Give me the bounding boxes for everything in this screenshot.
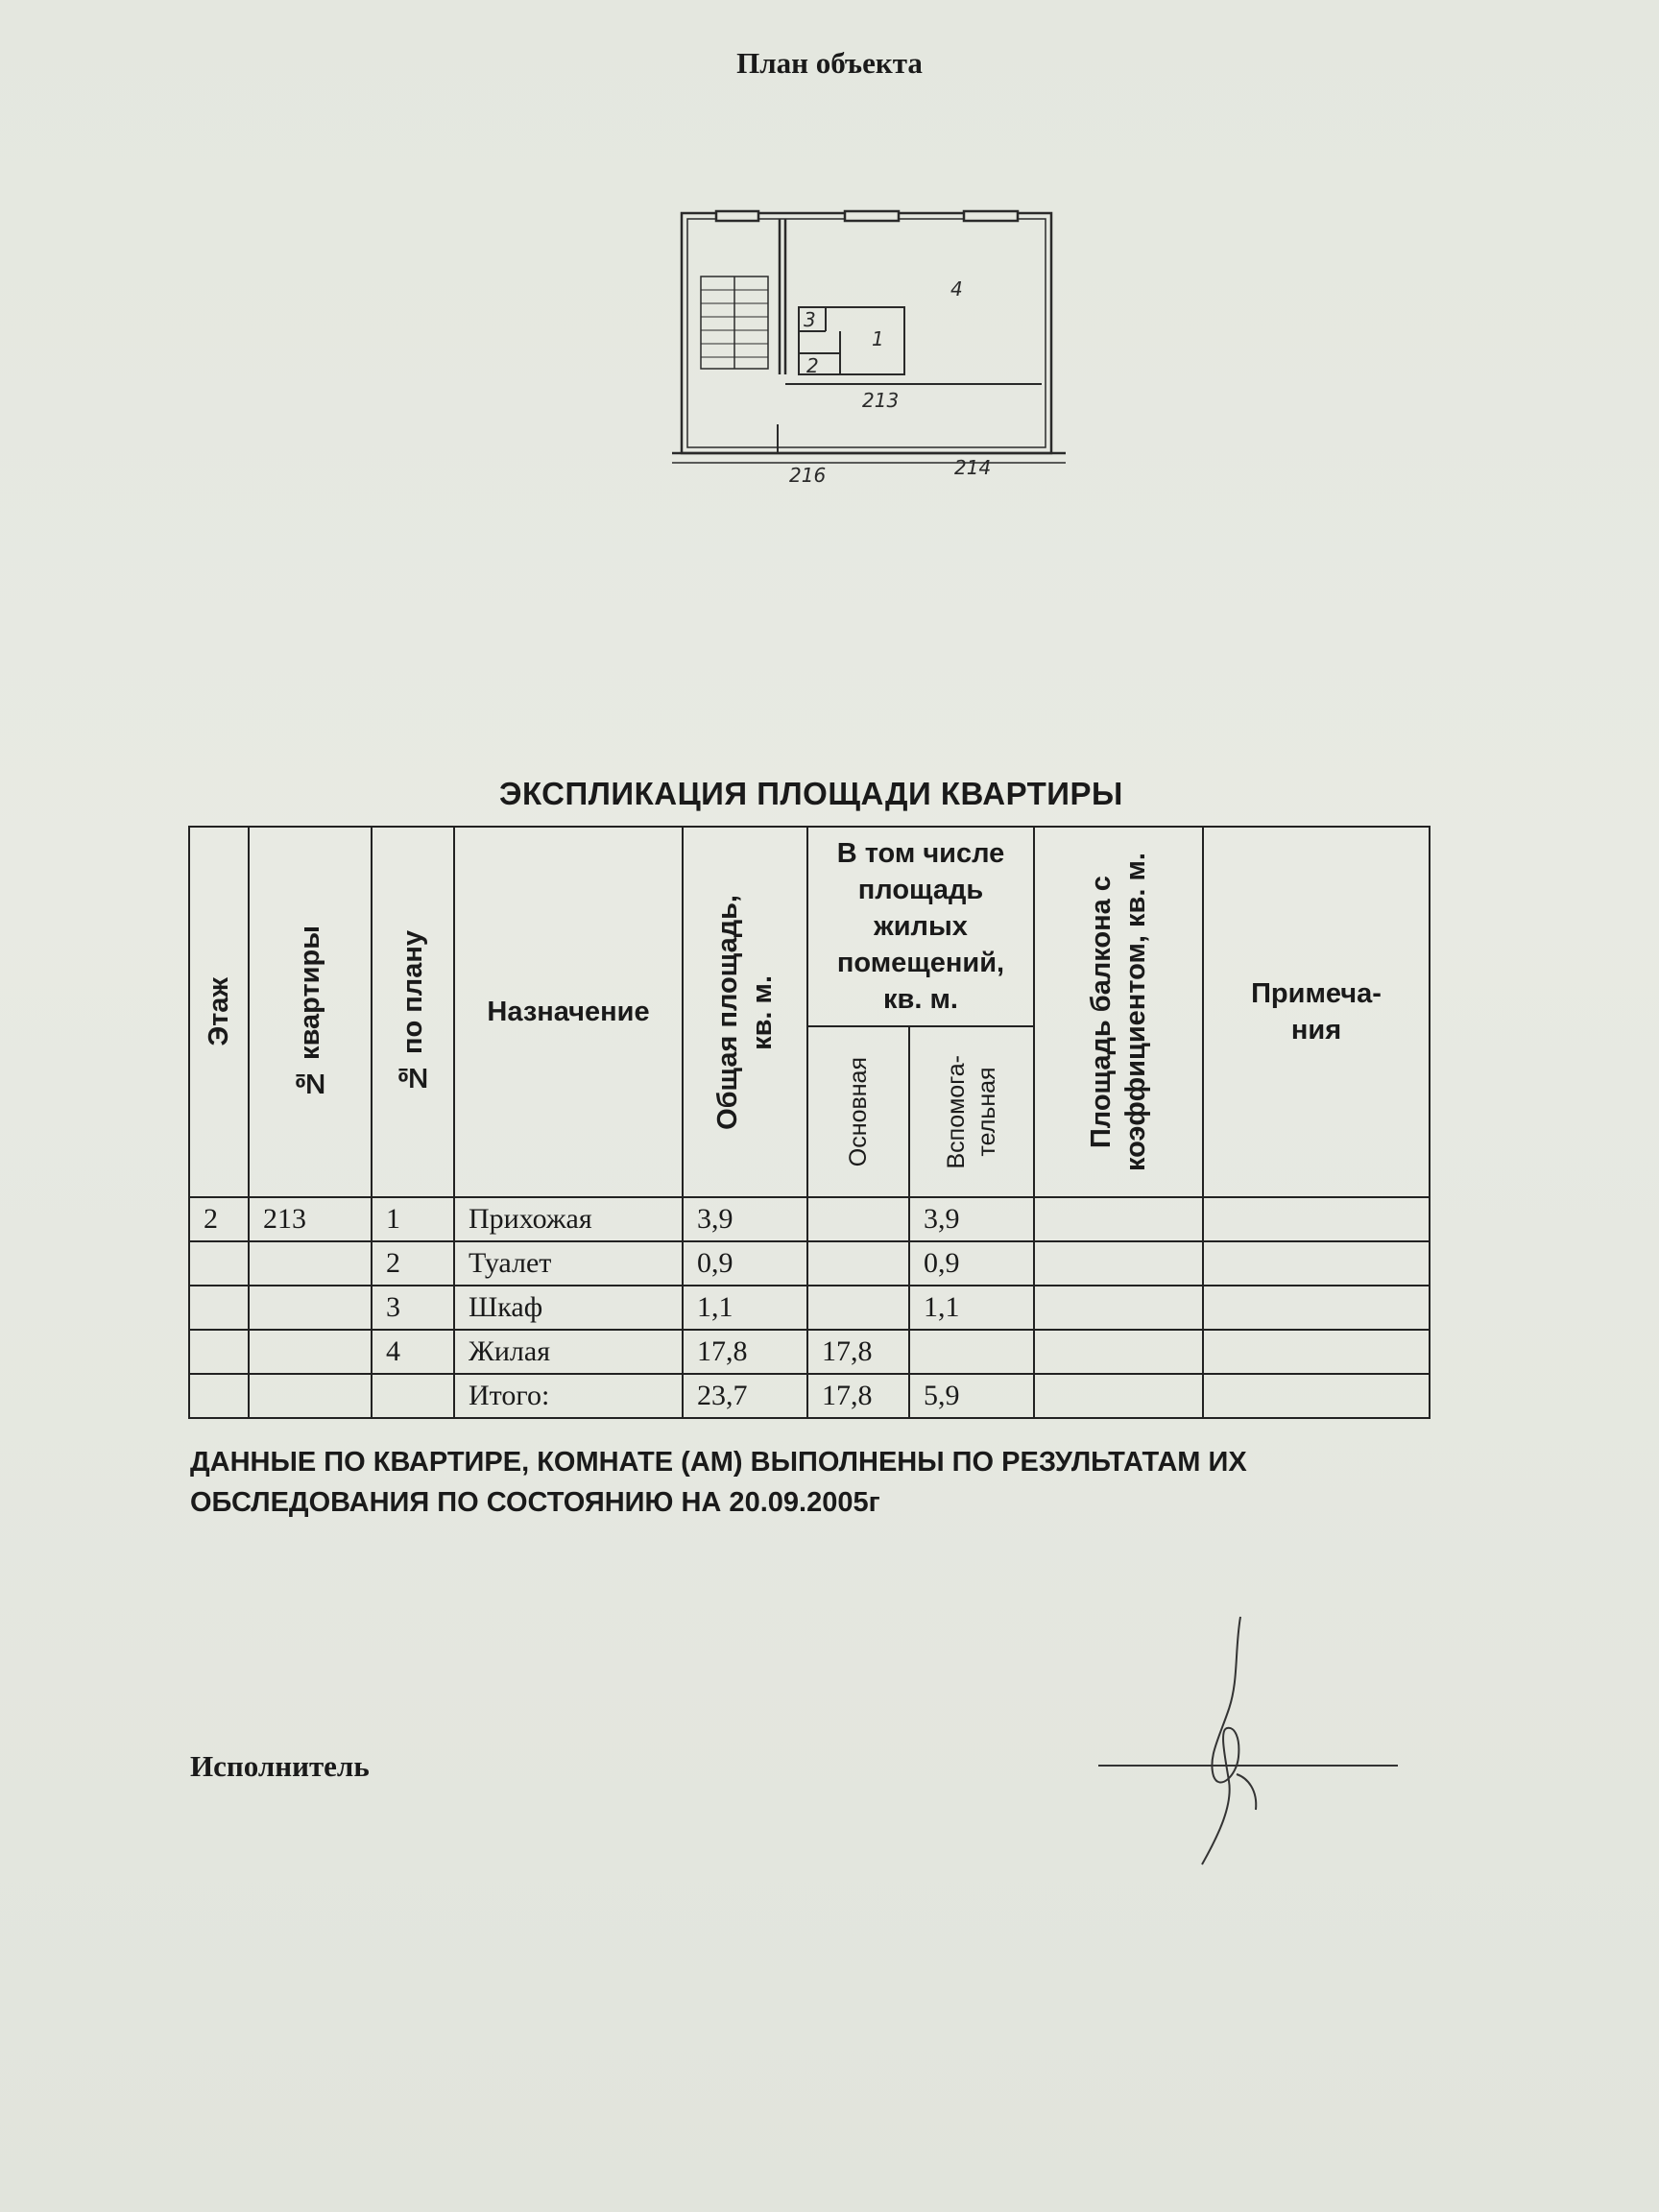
plan-title: План объекта bbox=[736, 46, 923, 80]
plan-label-room1: 1 bbox=[872, 327, 884, 350]
table-row: 3 Шкаф 1,1 1,1 bbox=[189, 1286, 1430, 1330]
table-row: 4 Жилая 17,8 17,8 bbox=[189, 1330, 1430, 1374]
plan-label-apt216: 216 bbox=[789, 464, 827, 487]
survey-note: ДАННЫЕ ПО КВАРТИРЕ, КОМНАТЕ (АМ) ВЫПОЛНЕНЫ ПО РЕЗУЛЬТАТАМ ИХ ОБСЛЕДОВАНИЯ ПО СОСТОЯНИЮ НА 20.09.2005г bbox=[190, 1447, 1247, 1518]
explication-table bbox=[188, 826, 1431, 1419]
floor-plan bbox=[662, 202, 1075, 490]
executor-label: Исполнитель bbox=[190, 1749, 370, 1783]
plan-label-apt213: 213 bbox=[862, 389, 900, 412]
plan-label-room2: 2 bbox=[806, 354, 819, 377]
plan-label-room4: 4 bbox=[950, 277, 963, 301]
header-main: Основная bbox=[807, 1026, 909, 1197]
header-auxiliary: Вспомога- тельная bbox=[909, 1026, 1034, 1197]
header-notes: Примеча- ния bbox=[1203, 827, 1430, 1197]
signature-icon bbox=[1181, 1613, 1296, 1872]
header-floor: Этаж bbox=[189, 827, 249, 1197]
header-purpose: Назначение bbox=[454, 827, 683, 1197]
table-row: 2 213 1 Прихожая 3,9 3,9 bbox=[189, 1197, 1430, 1241]
header-plan-no: № по плану bbox=[372, 827, 454, 1197]
plan-label-apt214: 214 bbox=[954, 456, 992, 479]
plan-label-room3: 3 bbox=[804, 308, 816, 331]
table-row: 2 Туалет 0,9 0,9 bbox=[189, 1241, 1430, 1286]
header-total-area: Общая площадь, кв. м. bbox=[683, 827, 807, 1197]
header-living-area: В том числе площадь жилых помещений, кв. м. bbox=[807, 827, 1034, 1026]
explication-title: ЭКСПЛИКАЦИЯ ПЛОЩАДИ КВАРТИРЫ bbox=[499, 776, 1123, 811]
header-apartment-no: № квартиры bbox=[249, 827, 372, 1197]
table-row-total: Итого: 23,7 17,8 5,9 bbox=[189, 1374, 1430, 1418]
header-balcony-area: Площадь балкона с коэффициентом, кв. м. bbox=[1034, 827, 1203, 1197]
